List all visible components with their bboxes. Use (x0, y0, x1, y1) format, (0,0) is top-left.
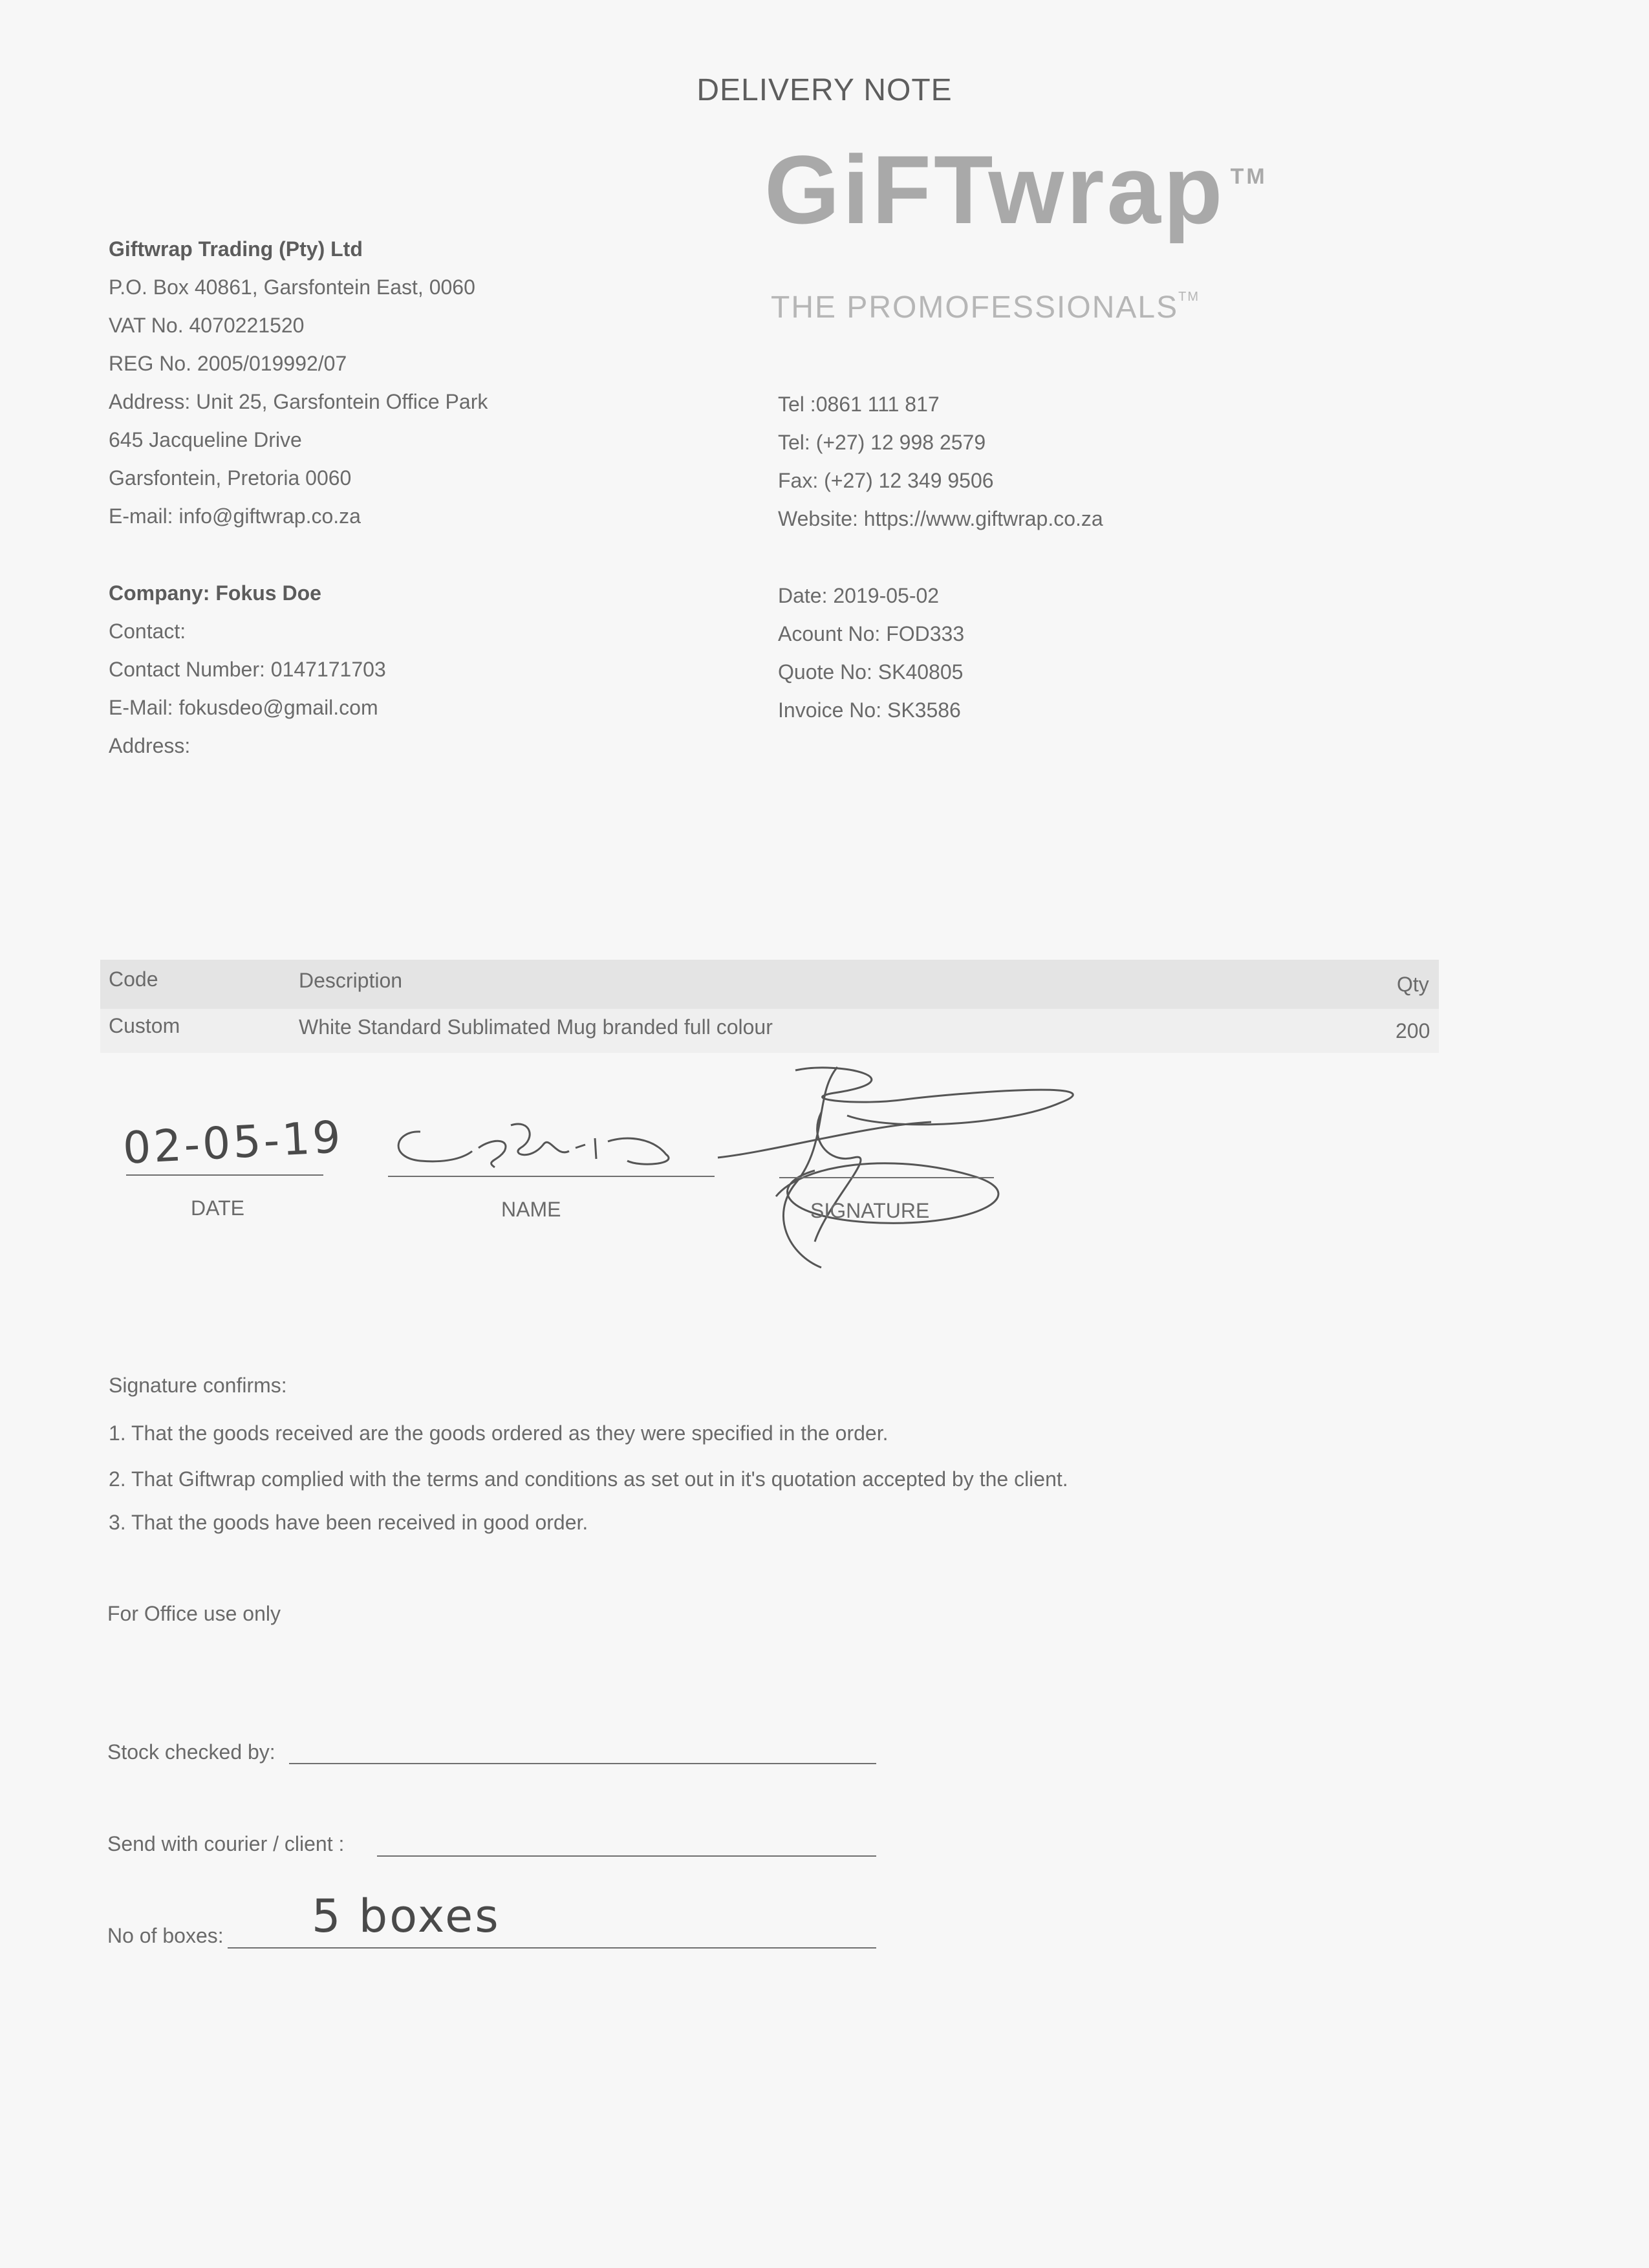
name-label: NAME (501, 1198, 561, 1221)
company-line: Garsfontein, Pretoria 0060 (109, 466, 352, 490)
contact-website: Website: https://www.giftwrap.co.za (778, 507, 1103, 530)
courier-line (377, 1855, 876, 1857)
confirms-item: 2. That Giftwrap complied with the terms and conditions as set out in it's quotation accepted by the client. (109, 1467, 1068, 1491)
th-code: Code (109, 967, 158, 991)
company-line: Address: Unit 25, Garsfontein Office Park (109, 390, 488, 413)
signature-scribble (698, 1054, 1112, 1274)
signature-line (779, 1177, 994, 1178)
company-line: P.O. Box 40861, Garsfontein East, 0060 (109, 275, 475, 299)
order-date: Date: 2019-05-02 (778, 584, 940, 607)
confirms-heading: Signature confirms: (109, 1374, 287, 1397)
company-email: E-mail: info@giftwrap.co.za (109, 504, 361, 528)
confirms-item: 3. That the goods have been received in good order. (109, 1511, 588, 1534)
customer-block (109, 574, 386, 765)
order-block (778, 577, 964, 729)
confirms-item: 1. That the goods received are the goods ordered as they were specified in the order. (109, 1421, 889, 1445)
confirms-block (109, 1366, 1068, 1542)
logo-tagline-text: THE PROMOFESSIONALS (771, 290, 1179, 325)
td-qty: 200 (1396, 1019, 1430, 1042)
date-label: DATE (191, 1196, 244, 1220)
customer-company: Company: Fokus Doe (109, 581, 321, 605)
customer-line: Address: (109, 734, 191, 757)
boxes-line (228, 1947, 876, 1949)
logo-word: GiFTwrap (764, 135, 1225, 244)
stock-checked-label: Stock checked by: (107, 1740, 275, 1764)
company-line: VAT No. 4070221520 (109, 314, 305, 337)
company-block (109, 230, 488, 535)
th-description: Description (299, 969, 403, 992)
contact-tel: Tel: (+27) 12 998 2579 (778, 431, 986, 454)
company-line: REG No. 2005/019992/07 (109, 352, 347, 375)
boxes-label: No of boxes: (107, 1924, 224, 1947)
order-quote: Quote No: SK40805 (778, 660, 964, 684)
contact-block (778, 385, 1103, 538)
date-line (126, 1174, 323, 1176)
company-name: Giftwrap Trading (Pty) Ltd (109, 237, 363, 261)
contact-fax: Fax: (+27) 12 349 9506 (778, 469, 994, 492)
handwritten-boxes: 5 boxes (312, 1890, 501, 1943)
td-code: Custom (109, 1014, 180, 1037)
logo-tm: TM (1230, 164, 1267, 189)
signature-label: SIGNATURE (810, 1199, 930, 1222)
stock-checked-line (289, 1763, 876, 1764)
customer-line: E-Mail: fokusdeo@gmail.com (109, 696, 378, 719)
customer-line: Contact Number: 0147171703 (109, 658, 386, 681)
handwritten-date: 02-05-19 (122, 1112, 345, 1174)
name-line (388, 1176, 715, 1177)
td-description: White Standard Sublimated Mug branded full colour (299, 1015, 773, 1039)
courier-label: Send with courier / client : (107, 1832, 345, 1855)
th-qty: Qty (1397, 973, 1429, 996)
order-account: Acount No: FOD333 (778, 622, 965, 645)
order-invoice: Invoice No: SK3586 (778, 698, 961, 722)
giftwrap-logo (764, 135, 1267, 244)
document-title: DELIVERY NOTE (696, 73, 953, 107)
customer-line: Contact: (109, 620, 186, 643)
office-heading: For Office use only (107, 1602, 281, 1625)
logo-tagline (771, 290, 1200, 325)
company-line: 645 Jacqueline Drive (109, 428, 302, 451)
handwritten-name (382, 1099, 718, 1183)
contact-tel: Tel :0861 111 817 (778, 393, 940, 416)
logo-tagline-tm: TM (1178, 290, 1200, 304)
